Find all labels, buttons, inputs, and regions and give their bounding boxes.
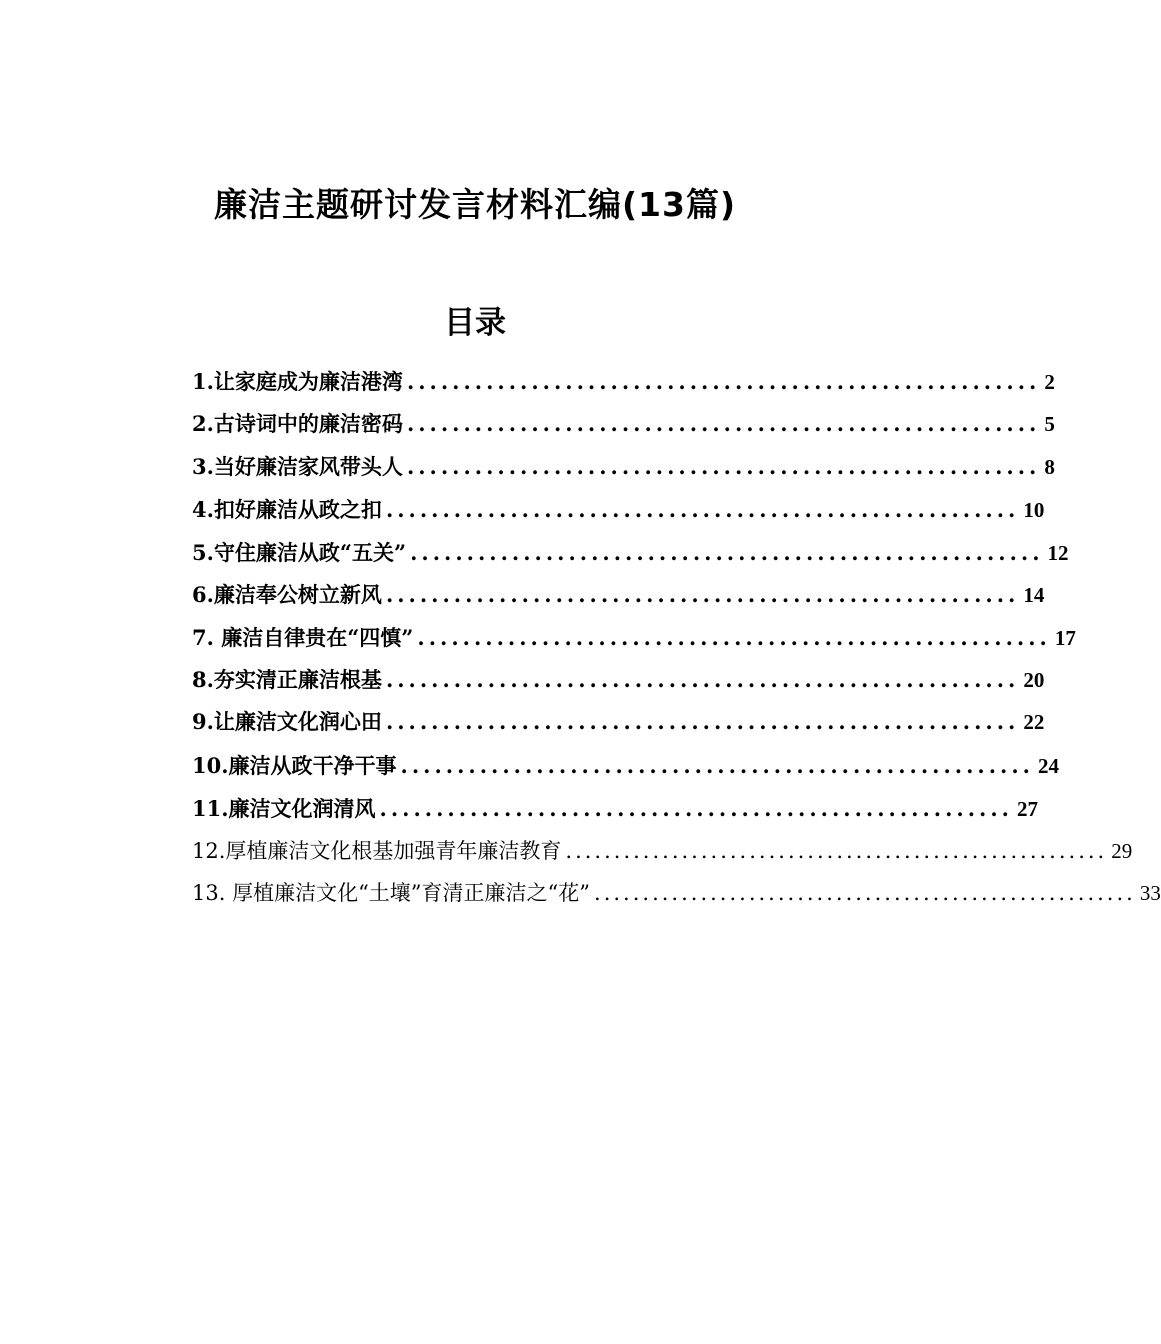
toc-entry-label: 3.当好廉洁家风带头人 — [192, 454, 403, 479]
toc-dot-leader: ........................................................ — [385, 497, 1020, 522]
toc-entry-2[interactable] — [192, 409, 1055, 439]
toc-entry-5[interactable] — [192, 538, 1069, 568]
toc-dot-leader: ........................................................ — [400, 753, 1034, 778]
toc-entry-10[interactable] — [192, 751, 1059, 781]
toc-entry-label: 9.让廉洁文化润心田 — [192, 709, 382, 734]
toc-entry-3[interactable] — [192, 452, 1055, 482]
toc-dot-leader: ........................................................ — [406, 369, 1041, 394]
toc-dot-leader: ........................................................ — [410, 540, 1044, 565]
toc-page-number: 20 — [1023, 668, 1045, 692]
toc-entry-label: 2.古诗词中的廉洁密码 — [192, 411, 403, 436]
toc-heading: 目录 — [444, 305, 506, 341]
toc-dot-leader: ........................................................ — [406, 454, 1041, 479]
toc-entry-4[interactable] — [192, 495, 1045, 525]
toc-entry-9[interactable] — [192, 707, 1045, 737]
toc-entry-8[interactable] — [192, 665, 1045, 695]
toc-entry-label: 7. 廉洁自律贵在“四慎” — [192, 625, 414, 650]
toc-page-number: 2 — [1044, 370, 1055, 394]
toc-dot-leader: ........................................................ — [417, 625, 1051, 650]
toc-entry-7[interactable] — [192, 623, 1076, 653]
toc-page-number: 14 — [1023, 583, 1045, 607]
toc-page-number: 33 — [1139, 881, 1161, 905]
toc-entry-label: 12.厚植廉洁文化根基加强青年廉洁教育 — [192, 839, 562, 863]
toc-dot-leader: ........................................................ — [385, 709, 1020, 734]
toc-page-number: 27 — [1016, 797, 1038, 821]
toc-entry-12[interactable] — [192, 836, 1133, 866]
toc-entry-6[interactable] — [192, 580, 1045, 610]
toc-dot-leader: ........................................................ — [406, 411, 1041, 436]
toc-page-number: 22 — [1023, 710, 1045, 734]
toc-entry-label: 8.夯实清正廉洁根基 — [192, 667, 382, 692]
toc-dot-leader: ........................................................ — [379, 796, 1013, 821]
toc-page-number: 29 — [1111, 839, 1133, 863]
toc-entry-11[interactable] — [192, 794, 1038, 824]
toc-entry-label: 13. 厚植廉洁文化“土壤”育清正廉洁之“花” — [192, 881, 591, 905]
toc-page-number: 24 — [1037, 754, 1059, 778]
toc-entry-1[interactable] — [192, 367, 1055, 397]
toc-page-number: 8 — [1044, 455, 1055, 479]
toc-entry-label: 6.廉洁奉公树立新风 — [192, 582, 382, 607]
toc-dot-leader: ........................................................ — [385, 582, 1020, 607]
toc-dot-leader: ........................................................ — [385, 667, 1020, 692]
toc-dot-leader: ........................................................ — [565, 839, 1108, 863]
toc-entry-label: 5.守住廉洁从政“五关” — [192, 540, 407, 565]
toc-entry-label: 4.扣好廉洁从政之扣 — [192, 497, 382, 522]
toc-page-number: 17 — [1054, 626, 1076, 650]
toc-entry-label: 11.廉洁文化润清风 — [192, 796, 376, 821]
toc-page-number: 5 — [1044, 412, 1055, 436]
toc-dot-leader: ........................................................ — [594, 881, 1136, 905]
toc-page-number: 12 — [1047, 541, 1069, 565]
toc-page-number: 10 — [1023, 498, 1045, 522]
toc-entry-label: 1.让家庭成为廉洁港湾 — [192, 369, 403, 394]
toc-entry-13[interactable] — [192, 878, 1161, 908]
toc-entry-label: 10.廉洁从政干净干事 — [192, 753, 397, 778]
document-title: 廉洁主题研讨发言材料汇编(13篇) — [213, 185, 737, 224]
